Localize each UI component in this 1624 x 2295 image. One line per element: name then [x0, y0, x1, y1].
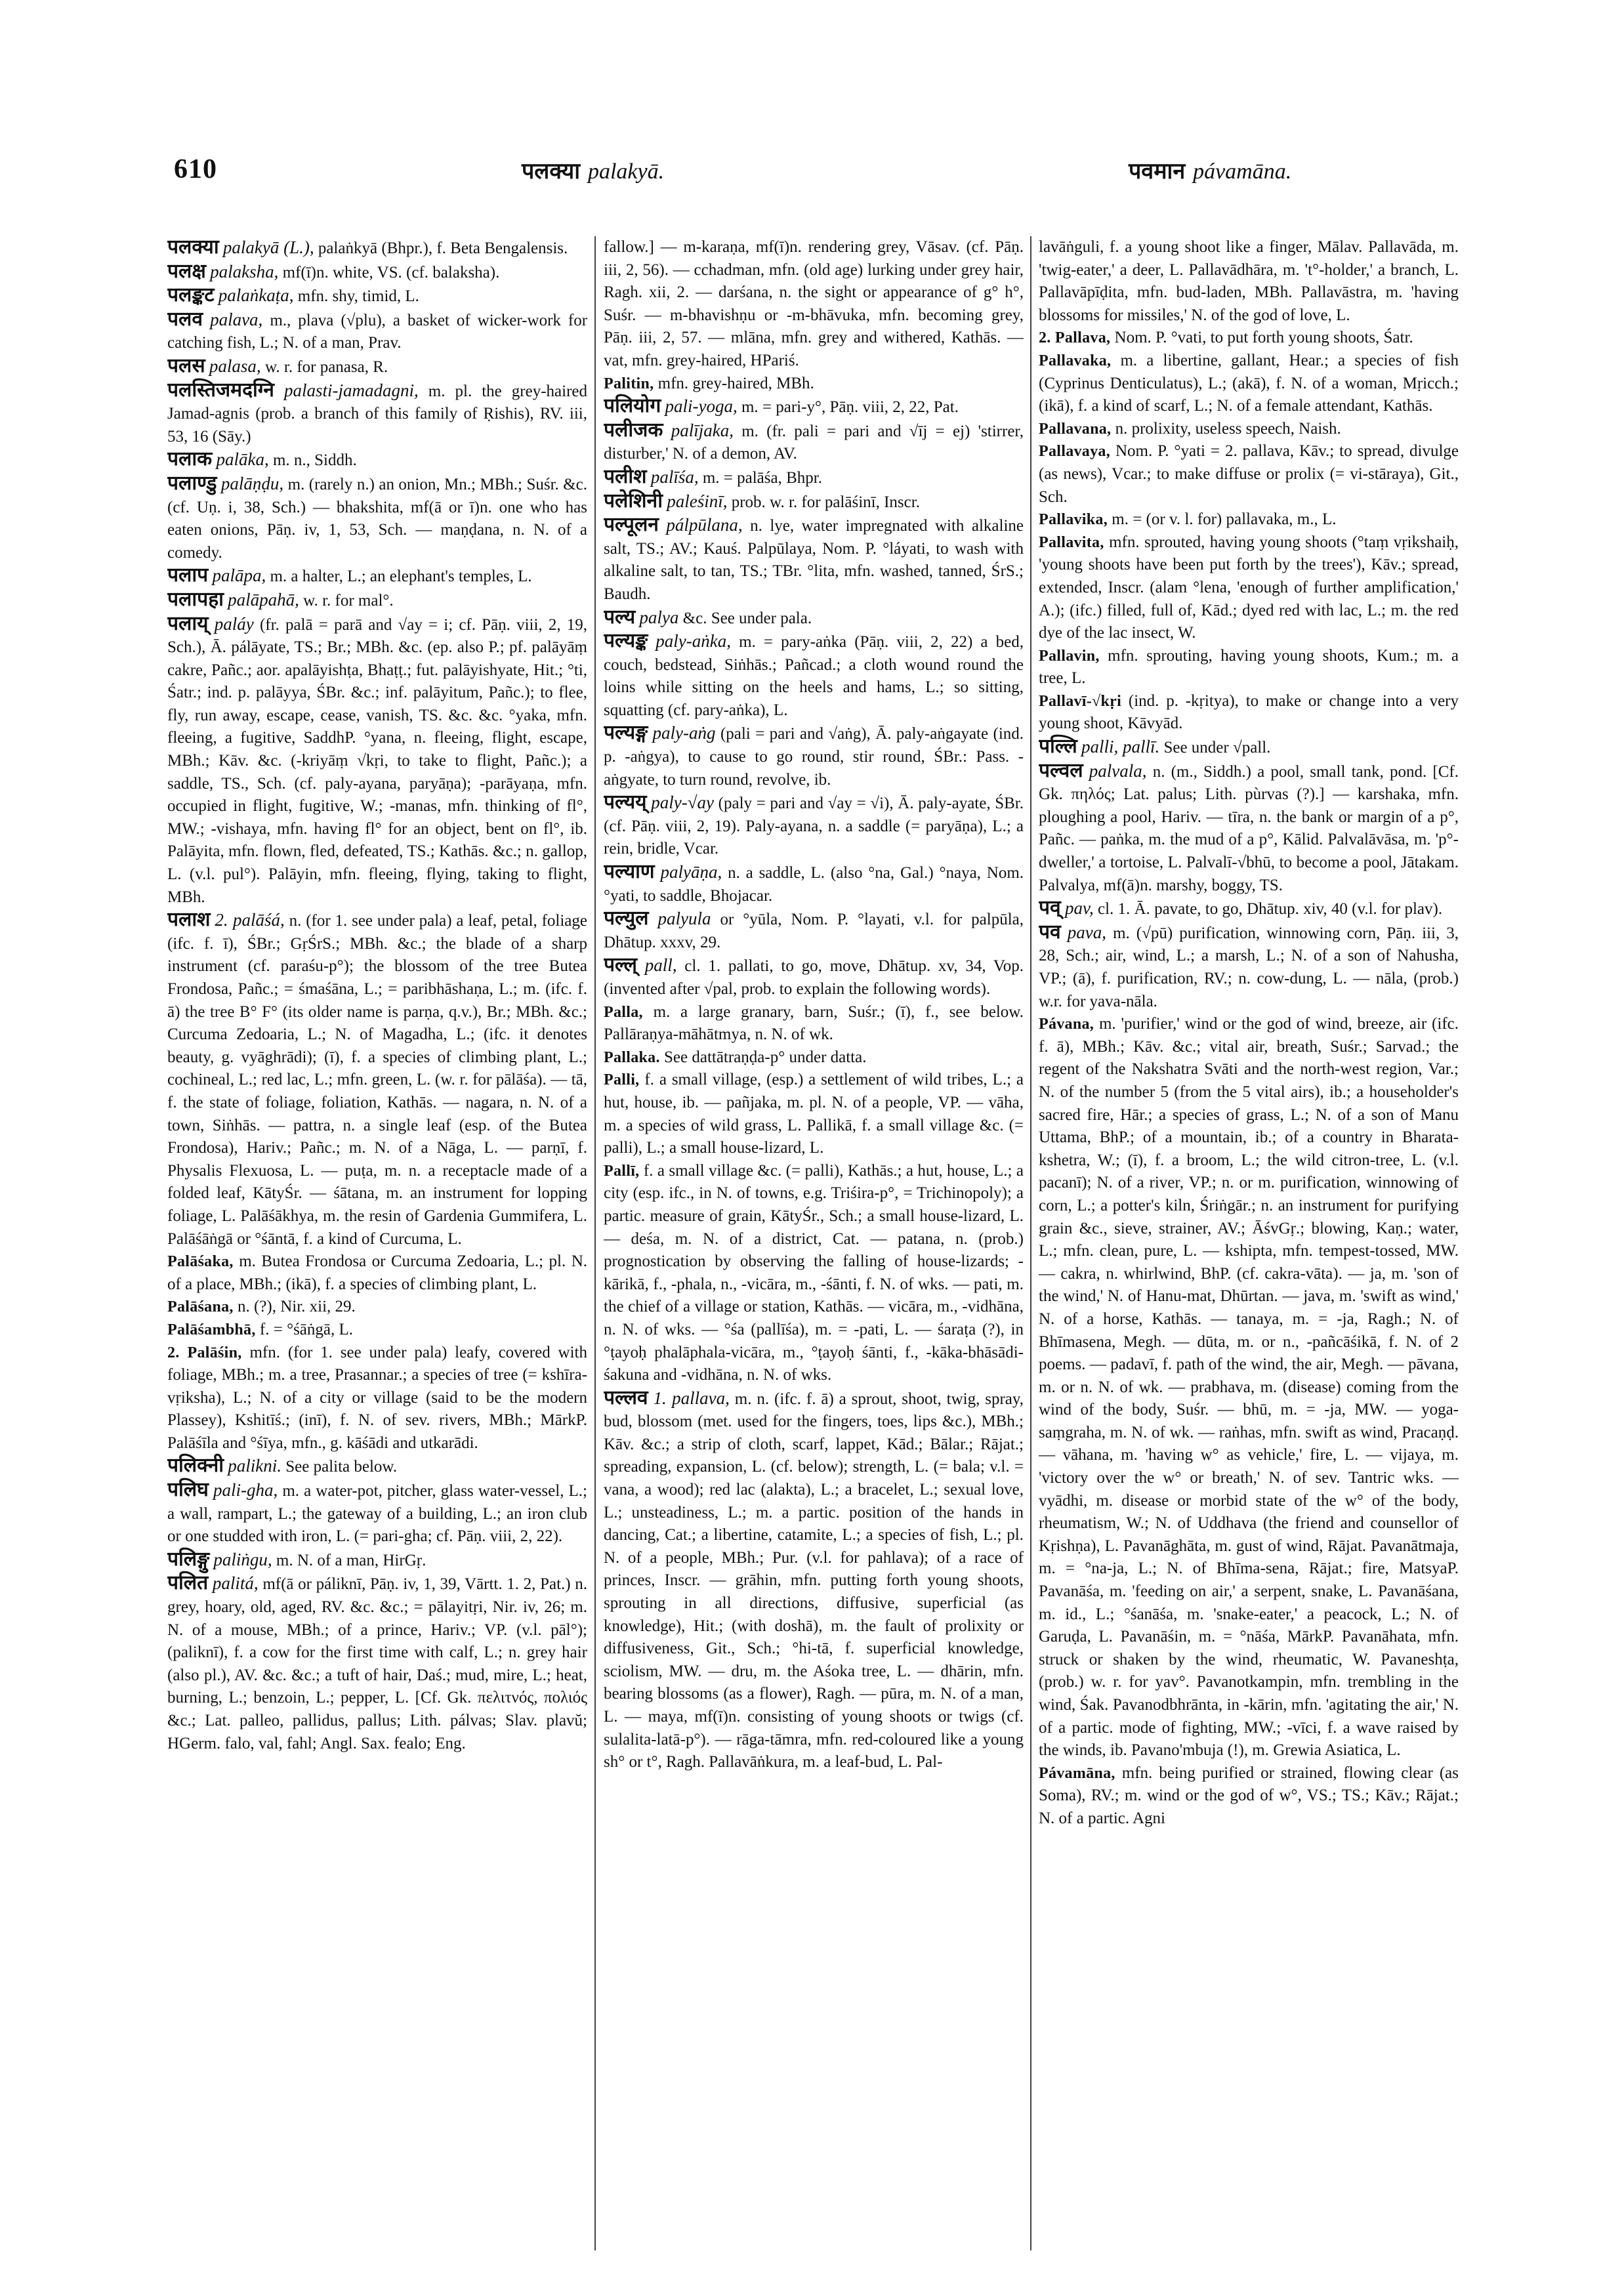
entry-headword-transliteration: 2. palāśá, — [215, 910, 285, 930]
column-rule — [1030, 236, 1031, 2250]
entry-definition: m. = pari-y°, Pāṇ. viii, 2, 22, Pat. — [741, 398, 959, 417]
subentry-headword: Palitin, — [604, 375, 654, 392]
entry-headword-devanagari: पलीजक — [604, 418, 663, 442]
subentry-headword: Palla, — [604, 1003, 643, 1021]
entry-definition: cl. 1. pallati, to go, move, Dhātup. xv, 34, Vop. (invented after √pal, prob. to explain the following words). — [604, 957, 1024, 998]
dictionary-entry — [604, 954, 1024, 1001]
dictionary-entry — [604, 722, 1024, 791]
dictionary-entry — [604, 630, 1024, 722]
dictionary-subentry — [604, 1069, 1024, 1159]
entry-headword-devanagari: पलियोग — [604, 394, 661, 418]
entry-definition: mfn. grey-haired, MBh. — [657, 374, 814, 392]
dictionary-entry — [167, 613, 587, 909]
dictionary-entry — [604, 419, 1024, 466]
entry-definition: f. a small village, (esp.) a settlement of wild tribes, L.; a hut, house, ib. — pañjaka, m. pl. N. of a people, VP. — vāha, m. a species of wild grass, L. Pallikā, f. a small village &c. (= palli), L.; a small house-lizard, L. — [604, 1071, 1024, 1157]
entry-definition: n. (?), Nir. xii, 29. — [237, 1298, 356, 1316]
entry-headword-transliteration: palya — [639, 607, 679, 627]
dictionary-entry — [1039, 897, 1459, 921]
entry-headword-devanagari: पलिङ्गु — [167, 1547, 210, 1571]
subentry-headword: Pallī, — [604, 1162, 640, 1180]
entry-definition: m. a large granary, barn, Suśr.; (ī), f., see below. Pallāraṇya-māhātmya, n. N. of wk. — [604, 1003, 1024, 1044]
dictionary-entry — [167, 355, 587, 379]
entry-headword-devanagari: पलङ्कट — [167, 283, 215, 307]
subentry-headword: Pallavaka, — [1039, 352, 1112, 369]
entry-continuation — [604, 236, 1024, 373]
dictionary-column-3 — [1039, 236, 1459, 2254]
entry-definition: mf(ā or páliknī, Pāṇ. iv, 1, 39, Vārtt. 1. 2, Pat.) n. grey, hoary, old, aged, RV. &c. &c.; = pālayitṛi, Nir. iv, 26; m. N. of a mouse, MBh.; of a prince, Hariv.; VP. (v.l. pāl°); (paliknī), f. a cow for the first time with calf, L.; n. grey hair (also pl.), AV. &c. &c.; a tuft of hair, Daś.; mud, mire, L.; heat, burning, L.; benzoin, L.; pepper, L. [Cf. Gk. πελιτνός, πολιός &c.; Lat. palleo, pallidus, pallus; Lith. pálvas; Slav. plavŭ; HGerm. falo, val, fahl; Angl. Sax. fealo; Eng. — [167, 1575, 587, 1752]
entry-headword-transliteration: pall, — [644, 955, 677, 976]
entry-headword-transliteration: palava, — [210, 309, 263, 329]
entry-headword-transliteration: pava, — [1067, 922, 1107, 942]
subentry-headword: Pallavita, — [1039, 533, 1104, 551]
entry-definition: or °yūla, Nom. P. °layati, v.l. for palpūla, Dhātup. xxxv, 29. — [604, 911, 1024, 951]
entry-headword-transliteration: palījaka, — [671, 420, 734, 440]
entry-headword-devanagari: पलिक्नी — [167, 1454, 224, 1478]
entry-definition: m. (rarely n.) an onion, Mn.; MBh.; Suśr. &c. (cf. Uṇ. i, 38, Sch.) — bhakshita, mf(ā or ī)n. one who has eaten onions, Pāṇ. iv, 1, 53, Sch. — maṇḍana, n. N. of a comedy. — [167, 475, 587, 562]
entry-definition: w. r. for panasa, R. — [264, 358, 388, 376]
subentry-headword: Pávamāna, — [1039, 1764, 1115, 1782]
subentry-headword: Palāśana, — [167, 1298, 234, 1316]
entry-headword-transliteration: palvala, — [1089, 760, 1147, 781]
entry-definition: Nom. P. °yati = 2. pallava, Kāv.; to spread, divulge (as news), Vcar.; to make diffuse or prolix (= vi-stāraya), Git., Sch. — [1039, 442, 1459, 506]
entry-headword-devanagari: पल्पूलन — [604, 513, 659, 537]
entry-definition: m. n., Siddh. — [272, 451, 357, 470]
dictionary-entry — [167, 284, 587, 308]
entry-definition: cl. 1. Ā. pavate, to go, Dhātup. xiv, 40 (v.l. for plav). — [1097, 900, 1443, 919]
dictionary-entry — [167, 472, 587, 564]
dictionary-column-2 — [604, 236, 1024, 2254]
entry-headword-devanagari: पलाय् — [167, 611, 209, 635]
running-head-right-devanagari: पवमान — [1129, 158, 1186, 184]
entry-definition: mfn. being purified or strained, flowing clear (as Soma), RV.; m. wind or the god of w°, VS.; TS.; Kāv.; Rājat.; N. of a partic. Agni — [1039, 1764, 1459, 1827]
dictionary-column-1 — [167, 236, 587, 2254]
dictionary-entry — [167, 589, 587, 613]
entry-definition: m. = pary-aṅka (Pāṇ. viii, 2, 22) a bed, couch, bedstead, Siṅhās.; Pañcad.; a cloth wound round the loins while sitting on the heels and hams, L.; so sitting, squatting (cf. pary-aṅka), L. — [604, 633, 1024, 719]
dictionary-entry — [167, 1455, 587, 1479]
entry-definition: m. a halter, L.; an elephant's temples, L. — [270, 568, 532, 586]
dictionary-subentry — [167, 1342, 587, 1455]
subentry-headword: Pallaka. — [604, 1048, 660, 1066]
entry-definition: See dattātraṇḍa-p° under datta. — [664, 1048, 867, 1066]
dictionary-entry — [604, 490, 1024, 514]
dictionary-subentry — [167, 1251, 587, 1296]
entry-headword-transliteration: palyula — [657, 909, 711, 929]
dictionary-entry — [1039, 921, 1459, 1013]
entry-definition: fallow.] — m-karaṇa, mf(ī)n. rendering grey, Vāsav. (cf. Pāṇ. iii, 2, 56). — cchadman, mfn. (old age) lurking under grey hair, Ragh. xii, 2. — darśana, n. the sight or appearance of g° h°, Suśr. — m-bhavishṇu or -m-bhāvuka, mfn. becoming grey, Pāṇ. iii, 2, 57. — mlāna, mfn. grey and withered, Kathās. — vat, mfn. grey-haired, HPariś. — [604, 238, 1024, 369]
dictionary-entry — [167, 909, 587, 1251]
entry-definition: n. prolixity, useless speech, Naish. — [1115, 419, 1341, 438]
entry-definition: m. N. of a man, HirGṛ. — [276, 1551, 427, 1569]
entry-headword-transliteration: paliṅgu, — [213, 1549, 272, 1569]
column-rule — [594, 236, 596, 2250]
dictionary-entry — [167, 1572, 587, 1755]
entry-definition: m. a libertine, gallant, Hear.; a species of fish (Cyprinus Denticulatus), L.; (akā), f. N. of a woman, Mṛicch.; (ikā), f. a kind of scarf, L.; N. of a female attendant, Kathās. — [1039, 351, 1459, 415]
subentry-headword: Pávana, — [1039, 1016, 1094, 1033]
entry-headword-transliteration: palyāṇa, — [660, 862, 722, 882]
entry-headword-devanagari: पलस — [167, 354, 205, 377]
dictionary-entry — [167, 1479, 587, 1548]
dictionary-subentry — [167, 1296, 587, 1319]
dictionary-entry — [604, 861, 1024, 907]
entry-definition: lavāṅguli, f. a young shoot like a finger, Mālav. Pallavāda, m. 'twig-eater,' a deer, L. Pallavādhāra, m. 't°-holder,' a branch, L. Pallavāpīḍita, mfn. bud-laden, MBh. Pallavāstra, m. 'having blossoms for missiles,' N. of the god of love, L. — [1039, 238, 1459, 324]
entry-definition: mf(ī)n. white, VS. (cf. balaksha). — [282, 263, 500, 281]
entry-headword-devanagari: पल्य — [604, 605, 636, 629]
entry-headword-transliteration: palaksha, — [210, 261, 279, 281]
entry-headword-transliteration: paly-aṅka, — [656, 631, 731, 651]
entry-headword-devanagari: पलीश — [604, 465, 647, 488]
entry-headword-transliteration: pav, — [1064, 898, 1094, 919]
entry-headword-transliteration: palāpahā, — [228, 589, 299, 610]
entry-headword-transliteration: palaṅkaṭa, — [218, 285, 294, 306]
dictionary-subentry — [604, 1046, 1024, 1069]
entry-headword-devanagari: पल्ल् — [604, 953, 637, 977]
dictionary-entry — [1039, 760, 1459, 898]
dictionary-entry — [167, 260, 587, 285]
entry-definition: (ind. p. -kṛitya), to make or change into a very young shoot, Kāvyād. — [1039, 692, 1459, 733]
entry-headword-devanagari: पलाण्डु — [167, 471, 217, 495]
entry-headword-devanagari: पलस्तिजमदग्नि — [167, 378, 274, 402]
running-head-left — [522, 155, 664, 185]
entry-definition: Nom. P. °vati, to put forth young shoots, Śatr. — [1114, 329, 1413, 347]
dictionary-entry — [167, 1548, 587, 1573]
entry-headword-devanagari: पलक्या — [167, 236, 219, 258]
dictionary-subentry — [1039, 327, 1459, 350]
subentry-headword: Palli, — [604, 1071, 640, 1089]
running-head-left-transliteration: palakyā. — [587, 159, 665, 184]
dictionary-entry — [604, 791, 1024, 861]
subentry-headword: Pallavana, — [1039, 420, 1112, 438]
entry-definition: mfn. sprouting, having young shoots, Kum.; m. a tree, L. — [1039, 646, 1459, 688]
entry-headword-transliteration: palāka, — [216, 449, 269, 470]
entry-definition: mfn. (for 1. see under pala) leafy, covered with foliage, MBh.; m. a tree, Prasannar.; a species of tree (= kshīra-vṛiksha), L.; N. of a city or village (said to be the modern Plassey), Kshitīś.; (inī), f. N. of sev. rivers, MBh.; MārkP. Palāśīla and °śīya, mfn., g. kāśādi and utkarādi. — [167, 1343, 587, 1452]
dictionary-entry — [167, 379, 587, 449]
dictionary-entry — [604, 1387, 1024, 1774]
entry-headword-transliteration: palāpa, — [212, 566, 266, 586]
entry-definition: f. = °śāṅgā, L. — [259, 1320, 354, 1338]
subentry-headword: Pallavī-√kṛi — [1039, 692, 1122, 710]
entry-headword-devanagari: पलापहा — [167, 587, 224, 611]
entry-headword-transliteration: palasa, — [209, 356, 261, 376]
dictionary-entry — [604, 907, 1024, 954]
dictionary-subentry — [1039, 531, 1459, 645]
dictionary-subentry — [1039, 350, 1459, 418]
entry-headword-devanagari: पल्याण — [604, 860, 655, 884]
entry-headword-devanagari: पव — [1039, 920, 1061, 943]
entry-headword-devanagari: पलेशिनी — [604, 489, 663, 512]
entry-headword-transliteration: palāṇḍu, — [220, 473, 284, 493]
entry-definition: m. pl. the grey-haired Jamad-agnis (prob. a branch of this family of Ṛishis), RV. iii, 53, 16 (Sāy.) — [167, 382, 587, 445]
entry-headword-transliteration: palitá, — [212, 1573, 259, 1594]
entry-definition: n. a saddle, L. (also °na, Gal.) °naya, Nom. °yati, to saddle, Bhojacar. — [604, 864, 1024, 905]
entry-headword-devanagari: पलक्ष — [167, 259, 206, 283]
entry-headword-transliteration: 1. pallava, — [653, 1388, 730, 1408]
entry-definition: n. (for 1. see under pala) a leaf, petal, foliage (ifc. f. ī), ŚBr.; GṛŚrS.; MBh. &c.; the blade of a sharp instrument (cf. paraśu-p°); the blossom of the tree Butea Frondosa, Pañc.; = śmaśāna, L.; = paribhāshaṇa, L.; m. (ifc. f. ā) the tree B° F° (its older name is parṇa, q.v.), Br.; MBh. &c.; Curcuma Zedoaria, L.; N. of Magadha, L.; (ifc. it denotes beauty, g. vyāghrādi); (ī), f. a species of climbing plant, L.; cochineal, L.; red lac, L.; mfn. green, L. (w. r. for pālāśa). — tā, f. the state of foliage, foliation, Kathās. — nagara, n. N. of a town, Siṅhās. — pattra, n. a single leaf (esp. of the Butea Frondosa), Hariv.; Pañc.; m. N. of a Nāga, L. — parṇī, f. Physalis Flexuosa, L. — puṭa, m. n. a receptacle made of a folded leaf, KātyŚr. — śātana, m. an instrument for lopping foliage, L. Palāśākhya, m. the resin of Gardenia Gummifera, L. Palāśāṅgā or °śāntā, f. a kind of Curcuma, L. — [167, 912, 587, 1248]
dictionary-subentry — [604, 373, 1024, 396]
subentry-headword: Palāśaka, — [167, 1253, 234, 1271]
entry-headword-devanagari: पल्यय् — [604, 791, 647, 814]
entry-headword-devanagari: पल्लि — [1039, 735, 1077, 758]
entry-headword-devanagari: पल्यङ्क — [604, 629, 648, 653]
entry-definition: n. (m., Siddh.) a pool, small tank, pond. [Cf. Gk. πηλός; Lat. palus; Lith. pùrvas (?).] — karshaka, mfn. ploughing a pool, Hariv. — tīra, n. the bank or margin of a p°, Pañc. — paṅka, m. the mud of a p°, Kālid. Palvalāvāsa, m. 'p°-dweller,' a tortoise, L. Palvalī-√bhū, to become a pool, Jātakam. Palvalya, mf(ā)n. marshy, boggy, TS. — [1039, 762, 1459, 894]
dictionary-entry — [604, 514, 1024, 606]
entry-headword-devanagari: पलाप — [167, 564, 209, 587]
entry-definition: m. (√pū) purification, winnowing corn, Pāṇ. iii, 3, 28, Sch.; air, wind, L.; a marsh, L.; N. of a son of Nahusha, VP.; (ā), f. purification, RV.; n. cow-dung, L. — nāla, (prob.) w.r. for yava-nāla. — [1039, 924, 1459, 1010]
entry-definition: prob. w. r. for palāśinī, Inscr. — [731, 493, 920, 511]
entry-headword-transliteration: pálpūlana, — [666, 515, 743, 535]
dictionary-subentry — [1039, 1013, 1459, 1762]
dictionary-subentry — [604, 1001, 1024, 1046]
entry-headword-transliteration: pali-yoga, — [665, 396, 738, 417]
entry-definition: (paly = pari and √ay = √i), Ā. paly-ayate, ŚBr. (cf. Pāṇ. viii, 2, 19). Paly-ayana, n. a saddle (= paryāṇa), L.; a rein, bridle, Vcar. — [604, 795, 1024, 858]
entry-headword-devanagari: पलिघ — [167, 1478, 209, 1502]
subentry-headword: Pallavika, — [1039, 511, 1108, 529]
entry-headword-transliteration: pali-gha, — [213, 1480, 278, 1500]
entry-definition: m. a water-pot, pitcher, glass water-vessel, L.; a wall, rampart, L.; the gateway of a building, L.; an iron club or one studded with iron, L. (= pari-gha; cf. Pāṇ. viii, 2, 22). — [167, 1482, 587, 1546]
running-head-left-devanagari: पलक्या — [522, 158, 581, 184]
dictionary-entry — [167, 448, 587, 472]
dictionary-subentry — [1039, 418, 1459, 441]
dictionary-entry — [604, 395, 1024, 419]
dictionary-entry — [1039, 735, 1459, 760]
subentry-headword: Pallavin, — [1039, 647, 1100, 665]
entry-definition: m., plava (√plu), a basket of wicker-work for catching fish, L.; N. of a man, Prav. — [167, 311, 587, 352]
subentry-headword: 2. Pallava, — [1039, 329, 1111, 347]
entry-definition: See palita below. — [285, 1458, 398, 1476]
entry-definition: w. r. for mal°. — [303, 591, 394, 610]
entry-headword-devanagari: पल्वल — [1039, 758, 1083, 782]
dictionary-subentry — [1039, 440, 1459, 508]
entry-headword-transliteration: palīśa, — [650, 466, 699, 487]
dictionary-entry — [167, 308, 587, 355]
entry-headword-transliteration: paly-aṅg — [652, 723, 716, 743]
entry-definition: m. (fr. pali = pari and √īj = ej) 'stirrer, disturber,' N. of a demon, AV. — [604, 422, 1024, 463]
dictionary-entry — [167, 236, 587, 260]
entry-definition: f. a small village &c. (= palli), Kathās.; a hut, house, L.; a city (esp. ifc., in N. of towns, e.g. Triśira-p°, = Trichinopoly); a partic. measure of grain, KātyŚr., Sch.; a small house-lizard, L. — deśa, m. N. of a district, Cat. — patana, n. (prob.) prognostication by observing the falling of house-lizards; -kārikā, f., -phala, n., -vicāra, m., -śānti, f. N. of wks. — pati, m. the chief of a village or station, Kathās. — vicāra, m., -vidhāna, n. N. of wks. — °śa (pallīśa), m. = -pati, L. — śaraṭa (?), in °ṭayoḥ phalāphala-vicāra, m., °ṭayoḥ śānti, f., -kāka-bhāsādi-śakuna and -vidhāna, n. N. of wks. — [604, 1161, 1024, 1384]
entry-headword-transliteration: paláy — [214, 613, 254, 634]
entry-headword-transliteration: palakyā (L.), — [222, 238, 314, 257]
subentry-headword: Palāśambhā, — [167, 1321, 256, 1338]
entry-headword-devanagari: पलित — [167, 1571, 209, 1595]
subentry-headword: Pallavaya, — [1039, 443, 1110, 461]
page-header — [174, 148, 1473, 194]
entry-headword-transliteration: paleśinī, — [667, 491, 728, 511]
entry-headword-devanagari: पलव — [167, 307, 203, 331]
entry-continuation — [1039, 236, 1459, 327]
entry-headword-devanagari: पव् — [1039, 896, 1061, 920]
entry-definition: &c. See under pala. — [682, 609, 812, 627]
entry-headword-transliteration: palli, pallī. — [1081, 737, 1160, 757]
dictionary-subentry — [167, 1319, 587, 1342]
entry-definition: n. lye, water impregnated with alkaline salt, TS.; AV.; Kauś. Palpūlaya, Nom. P. °láyati, to wash with alkaline salt, to tan, TS.; TBr. °lita, mfn. washed, tanned, ŚrS.; Baudh. — [604, 517, 1024, 603]
dictionary-entry — [604, 606, 1024, 631]
entry-definition: See under √pall. — [1163, 739, 1271, 757]
running-head-right-transliteration: pávamāna. — [1193, 159, 1292, 184]
dictionary-subentry — [604, 1160, 1024, 1387]
entry-headword-transliteration: palasti-jamadagni, — [283, 380, 419, 400]
entry-definition: m. = (or v. l. for) pallavaka, m., L. — [1112, 510, 1337, 529]
dictionary-entry — [167, 564, 587, 589]
entry-headword-devanagari: पलाश — [167, 908, 211, 932]
entry-headword-devanagari: पल्युल — [604, 907, 649, 930]
entry-definition: (pali = pari and √aṅg), Ā. paly-aṅgayate (ind. p. -aṅgya), to cause to go round, stir round, ŚBr.: Pass. -aṅgyate, to turn round, revolve, ib. — [604, 725, 1024, 789]
entry-definition: m. 'purifier,' wind or the god of wind, breeze, air (ifc. f. ā), MBh.; Kāv. &c.; vital air, breath, Suśr.; Sarvad.; the regent of the Nakshatra Svāti and the north-west region, Var.; N. of the number 5 (from the 5 vital airs), ib.; a householder's sacred fire, Hār.; a species of grass, L.; N. of a son of Manu Uttama, BhP.; of a mountain, ib.; of a country in Bharata-kshetra, W.; (ī), f. a broom, L.; the wild citron-tree, L. (v.l. pacanī); N. of a river, VP.; n. or m. purification, winnowing of corn, L.; a potter's kiln, Śriṅgār.; n. an instrument for purifying grain &c., sieve, strainer, AV.; ĀśvGṛ.; blowing, Kaṇ.; water, L.; mfn. clean, pure, L. — kshipta, mfn. tempest-tossed, MW. — cakra, n. whirlwind, BhP. (cf. cakra-vāta). — ja, m. 'son of the wind,' N. of Hanu-mat, Dhūrtan. — java, m. 'swift as wind,' N. of a horse, Kathās. — tanaya, m. = -ja, Ragh.; N. of Bhīmasena, Megh. — dūta, m. or n., -pañcāśikā, f. N. of 2 poems. — padavī, f. path of the wind, the air, Megh. — pāvana, m. or n. N. of wk. — prabhava, m. (disease) coming from the wind of the body, Suśr. — bhū, m. = -ja, MW. — yoga-saṃgraha, m. N. of wk. — raṅhas, mfn. swift as wind, Pracaṇḍ. — vāhana, m. 'having w° as vehicle,' fire, L. — vijaya, m. 'victory over the w° or breath,' N. of sev. Tantric wks. — vyādhi, m. disease or morbid state of the w° of the body, rheumatism, W.; N. of Uddhava (the friend and counsellor of Kṛishṇa), L. Pavanāghāta, m. gust of wind, Rājat. Pavanātmaja, m. = °na-ja, L.; N. of Bhīma-sena, Rājat.; fire, MatsyaP. Pavanāśa, m. 'feeding on air,' a serpent, snake, L. Pavanāśana, m. id., L.; °śanāśa, m. 'snake-eater,' a peacock, L.; N. of Garuḍa, L. Pavanāśin, m. = °nāśa, MārkP. Pavanāhata, mfn. struck or shaken by the wind, rheumatic, W. Pavaneshṭa, (prob.) w. r. for yav°. Pavanotkampin, mfn. trembling in the wind, Śak. Pavanodbhrānta, in -kārin, mfn. 'agitating the air,' N. of a partic. mode of fighting, MW.; -vīci, f. a wave raised by the winds, ib. Pavano'mbuja (!), m. Grewia Asiatica, L. — [1039, 1015, 1459, 1760]
subentry-headword: 2. Palāśin, — [167, 1344, 242, 1361]
entry-definition: m. Butea Frondosa or Curcuma Zedoaria, L.; pl. N. of a place, MBh.; (ikā), f. a species of climbing plant, L. — [167, 1252, 587, 1293]
entry-headword-devanagari: पल्लव — [604, 1386, 648, 1409]
entry-definition: (fr. palā = parā and √ay = i; cf. Pāṇ. viii, 2, 19, Sch.), Ā. pálāyate, TS.; Br.; MBh. &c. (ep. also P.; pf. palāyāṃ cakre, Pañc.; aor. apalāyishṭa, Bhaṭṭ.; fut. palāyishyate, Hit.; °ti, Śatr.; ind. p. palāyya, ŚBr. &c.; inf. palāyitum, Pañc.); to flee, fly, run away, escape, cease, vanish, TS. &c. &c. °yaka, mfn. fleeing, a fugitive, SaddhP. °yana, n. fleeing, flight, escape, MBh.; Kāv. &c. (-kriyāṃ √kṛi, to take to flight, Pañc.); a saddle, TS., Sch. (cf. paly-ayana, paryāṇa); -parāyaṇa, mfn. occupied in flight, fugitive, W.; -manas, mfn. thinking of fl°, MW.; -vishaya, mfn. having fl° for an object, bent on fl°, ib. Palāyita, mfn. flown, fled, defeated, TS.; Kathās. &c.; n. gallop, L. (v.l. pul°). Palāyin, mfn. fleeing, flying, taking to flight, MBh. — [167, 615, 587, 906]
entry-definition: m. = palāśa, Bhpr. — [702, 468, 822, 487]
entry-headword-transliteration: paly-√ay — [651, 793, 714, 813]
entry-headword-transliteration: palikni. — [228, 1456, 282, 1476]
entry-headword-devanagari: पलाक — [167, 447, 213, 471]
entry-definition: palaṅkyā (Bhpr.), f. Beta Bengalensis. — [318, 239, 568, 257]
running-head-right — [1129, 155, 1291, 185]
entry-definition: mfn. shy, timid, L. — [297, 287, 419, 306]
dictionary-entry — [604, 466, 1024, 490]
entry-definition: m. n. (ifc. f. ā) a sprout, shoot, twig, spray, bud, blossom (met. used for the fingers, toes, lips &c.), MBh.; Kāv. &c.; a strip of cloth, scarf, lappet, Kād.; Bālar.; Rājat.; spreading, expansion, L. (cf. below); strength, L. (= bala; v.l. = vana, a wood); red lac (alakta), L.; a bracelet, L.; sexual love, L.; unsteadiness, L.; m. a partic. position of the hands in dancing, Cat.; a libertine, catamite, L.; a species of fish, L.; pl. N. of a people, MBh.; Pur. (v.l. for pahlava); of a race of princes, Inscr. — grāhin, mfn. putting forth young shoots, sprouting in all directions, diffusive, superficial (as knowledge), Hit.; (with doshā), m. the fault of prolixity or diffusiveness, Git., Sch.; °hi-tā, f. superficial knowledge, sciolism, MW. — dru, m. the Aśoka tree, L. — dhārin, mfn. bearing blossoms (as a flower), Ragh. — pūra, m. N. of a man, L. — maya, mf(ī)n. consisting of young shoots or twigs (cf. sulalita-latā-p°). — rāga-tāmra, mfn. red-coloured like a young sh° or t°, Ragh. Pallavāṅkura, m. a leaf-bud, L. Pal- — [604, 1390, 1024, 1771]
dictionary-subentry — [1039, 1762, 1459, 1830]
dictionary-subentry — [1039, 645, 1459, 690]
entry-headword-devanagari: पल्यङ्ग — [604, 721, 648, 745]
dictionary-subentry — [1039, 690, 1459, 735]
entry-definition: mfn. sprouted, having young shoots (°taṃ vṛikshaiḥ, 'young shoots have been put forth by the trees'), Kāv.; spread, extended, Inscr. (alam °lena, 'enough of further amplification,' A.); (ifc.) filled, full of, Kād.; dyed red with lac, L.; m. the red dye of the lac insect, W. — [1039, 533, 1459, 642]
page-number: 610 — [174, 154, 217, 184]
dictionary-subentry — [1039, 508, 1459, 531]
